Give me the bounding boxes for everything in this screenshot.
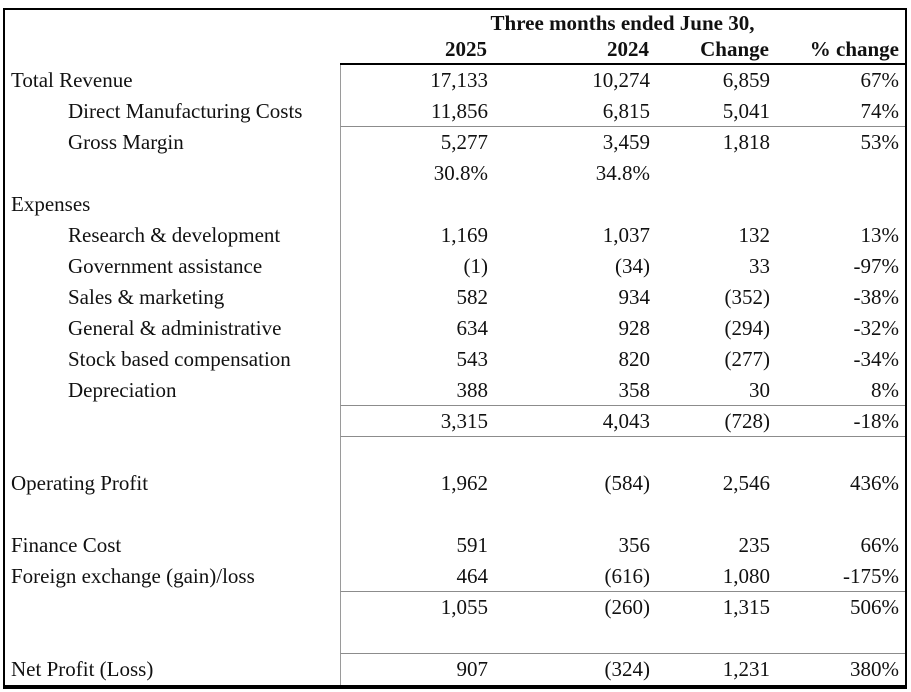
row-label bbox=[5, 158, 340, 189]
cell-2025: 582 bbox=[456, 285, 488, 309]
column-header-2025: 2025 bbox=[445, 37, 487, 61]
row-label bbox=[5, 592, 340, 623]
row-label: Foreign exchange (gain)/loss bbox=[11, 564, 255, 588]
row-label bbox=[5, 623, 340, 654]
cell-pct-change: 8% bbox=[871, 377, 899, 402]
column-header-2024: 2024 bbox=[607, 37, 649, 61]
cell-change: 6,859 bbox=[722, 68, 770, 92]
cell-change bbox=[654, 158, 774, 189]
table-row-operating-profit bbox=[5, 468, 905, 499]
financial-results-table bbox=[3, 8, 907, 689]
cell-2024 bbox=[492, 623, 654, 653]
cell-change: 235 bbox=[738, 533, 770, 557]
cell-2025: 11,856 bbox=[431, 98, 488, 123]
cell-change: 5,041 bbox=[722, 98, 770, 123]
table-row-spacer bbox=[5, 623, 905, 654]
column-header-pct-change: % change bbox=[809, 37, 899, 61]
cell-2024: (260) bbox=[604, 595, 650, 619]
cell-change: (277) bbox=[724, 347, 770, 371]
row-label: Expenses bbox=[11, 192, 91, 216]
cell-pct-change: -38% bbox=[853, 285, 899, 309]
row-label: Research & development bbox=[68, 223, 281, 247]
table-row-spacer bbox=[5, 437, 905, 468]
column-header-change: Change bbox=[700, 37, 769, 61]
cell-pct-change bbox=[774, 158, 905, 189]
table-row-direct-manufacturing-costs bbox=[5, 96, 905, 127]
cell-2025: 543 bbox=[456, 347, 488, 371]
row-label: Gross Margin bbox=[68, 130, 184, 154]
cell-pct-change: -32% bbox=[853, 316, 899, 340]
cell-pct-change: 13% bbox=[860, 223, 899, 247]
cell-change: 2,546 bbox=[722, 471, 770, 495]
cell-2025 bbox=[341, 499, 492, 530]
cell-2024: (616) bbox=[604, 563, 650, 588]
table-header-title-row bbox=[5, 10, 905, 36]
cell-pct-change: 67% bbox=[860, 68, 899, 92]
cell-2025: 5,277 bbox=[440, 130, 488, 154]
cell-pct-change: 66% bbox=[860, 533, 899, 557]
row-label: Sales & marketing bbox=[68, 285, 225, 309]
cell-pct-change: 53% bbox=[860, 130, 899, 154]
cell-2024: (324) bbox=[604, 657, 650, 681]
cell-2024: (34) bbox=[615, 254, 650, 278]
row-label: Operating Profit bbox=[11, 471, 149, 495]
table-row-total-revenue bbox=[5, 65, 905, 96]
row-label: Total Revenue bbox=[11, 68, 133, 92]
cell-2025 bbox=[341, 189, 492, 220]
cell-2024: 6,815 bbox=[602, 98, 650, 123]
cell-pct-change: 74% bbox=[860, 98, 899, 123]
row-label: Stock based compensation bbox=[68, 347, 291, 371]
cell-2024: 10,274 bbox=[592, 68, 650, 92]
column-headers bbox=[340, 36, 905, 65]
cell-pct-change: 380% bbox=[850, 657, 899, 681]
table-row-expenses-heading bbox=[5, 189, 905, 220]
table-row-depreciation bbox=[5, 375, 905, 406]
cell-change: (352) bbox=[724, 285, 770, 309]
cell-change bbox=[654, 623, 774, 653]
cell-2024: 356 bbox=[618, 533, 650, 557]
cell-2024: 4,043 bbox=[602, 408, 650, 433]
cell-pct-change: -18% bbox=[853, 408, 899, 433]
cell-change bbox=[654, 499, 774, 530]
table-header-columns-row bbox=[5, 36, 905, 65]
cell-pct-change bbox=[774, 623, 905, 653]
cell-2025: 634 bbox=[456, 316, 488, 340]
cell-2024 bbox=[492, 189, 654, 220]
cell-2025: 907 bbox=[456, 657, 488, 681]
table-row-gross-margin-pct bbox=[5, 158, 905, 189]
cell-2024: (584) bbox=[604, 471, 650, 495]
table-row-general-administrative bbox=[5, 313, 905, 344]
table-row-total-expenses bbox=[5, 406, 905, 437]
cell-change: (728) bbox=[724, 408, 770, 433]
cell-change: 1,231 bbox=[722, 657, 770, 681]
cell-2024: 928 bbox=[618, 316, 650, 340]
header-label-spacer bbox=[5, 10, 340, 36]
cell-2024: 934 bbox=[618, 285, 650, 309]
cell-change: 1,315 bbox=[722, 595, 770, 619]
cell-2025: 591 bbox=[456, 533, 488, 557]
cell-2024: 34.8% bbox=[595, 161, 650, 185]
cell-2024: 820 bbox=[618, 347, 650, 371]
cell-2024 bbox=[492, 499, 654, 530]
row-label: Direct Manufacturing Costs bbox=[68, 99, 303, 123]
cell-change bbox=[654, 189, 774, 220]
table-row-research-development bbox=[5, 220, 905, 251]
cell-change: 1,080 bbox=[722, 563, 770, 588]
cell-2025: 17,133 bbox=[430, 68, 488, 92]
row-label: Finance Cost bbox=[11, 533, 122, 557]
table-row-stock-based-compensation bbox=[5, 344, 905, 375]
cell-change: 30 bbox=[749, 377, 770, 402]
cell-2025: (1) bbox=[463, 254, 488, 278]
cell-2025: 388 bbox=[456, 377, 488, 402]
header-label-spacer bbox=[5, 36, 340, 65]
cell-2024: 3,459 bbox=[602, 130, 650, 154]
cell-change bbox=[654, 437, 774, 468]
cell-change: 1,818 bbox=[722, 130, 770, 154]
cell-2025: 1,055 bbox=[440, 595, 488, 619]
table-title: Three months ended June 30, bbox=[490, 10, 755, 35]
cell-2025: 3,315 bbox=[440, 408, 488, 433]
row-label: Depreciation bbox=[68, 378, 177, 402]
cell-change: (294) bbox=[724, 316, 770, 340]
cell-2025: 1,962 bbox=[440, 471, 488, 495]
cell-pct-change: -97% bbox=[853, 254, 899, 278]
cell-2025 bbox=[341, 623, 492, 653]
row-label bbox=[5, 437, 340, 468]
row-label bbox=[5, 406, 340, 437]
row-label: General & administrative bbox=[68, 316, 282, 340]
table-row-gross-margin bbox=[5, 127, 905, 158]
row-label: Net Profit (Loss) bbox=[11, 657, 154, 681]
cell-pct-change: -34% bbox=[853, 347, 899, 371]
cell-2024: 1,037 bbox=[602, 223, 650, 247]
cell-pct-change: 436% bbox=[850, 471, 899, 495]
cell-pct-change: -175% bbox=[843, 563, 899, 588]
cell-2025 bbox=[341, 437, 492, 468]
cell-pct-change bbox=[774, 437, 905, 468]
cell-2025: 464 bbox=[456, 563, 488, 588]
cell-2024 bbox=[492, 437, 654, 468]
row-label bbox=[5, 499, 340, 530]
cell-2024: 358 bbox=[618, 377, 650, 402]
cell-pct-change bbox=[774, 499, 905, 530]
cell-change: 33 bbox=[749, 254, 770, 278]
row-label: Government assistance bbox=[68, 254, 263, 278]
table-row-finance-cost bbox=[5, 530, 905, 561]
table-row-net-profit bbox=[5, 654, 905, 685]
cell-2025: 1,169 bbox=[440, 223, 488, 247]
cell-change: 132 bbox=[738, 223, 770, 247]
table-row-sales-marketing bbox=[5, 282, 905, 313]
table-row-foreign-exchange bbox=[5, 561, 905, 592]
cell-2025: 30.8% bbox=[433, 161, 488, 185]
cell-pct-change: 506% bbox=[850, 595, 899, 619]
table-row-finance-subtotal bbox=[5, 592, 905, 623]
table-row-government-assistance bbox=[5, 251, 905, 282]
table-row-spacer bbox=[5, 499, 905, 530]
cell-pct-change bbox=[774, 189, 905, 220]
